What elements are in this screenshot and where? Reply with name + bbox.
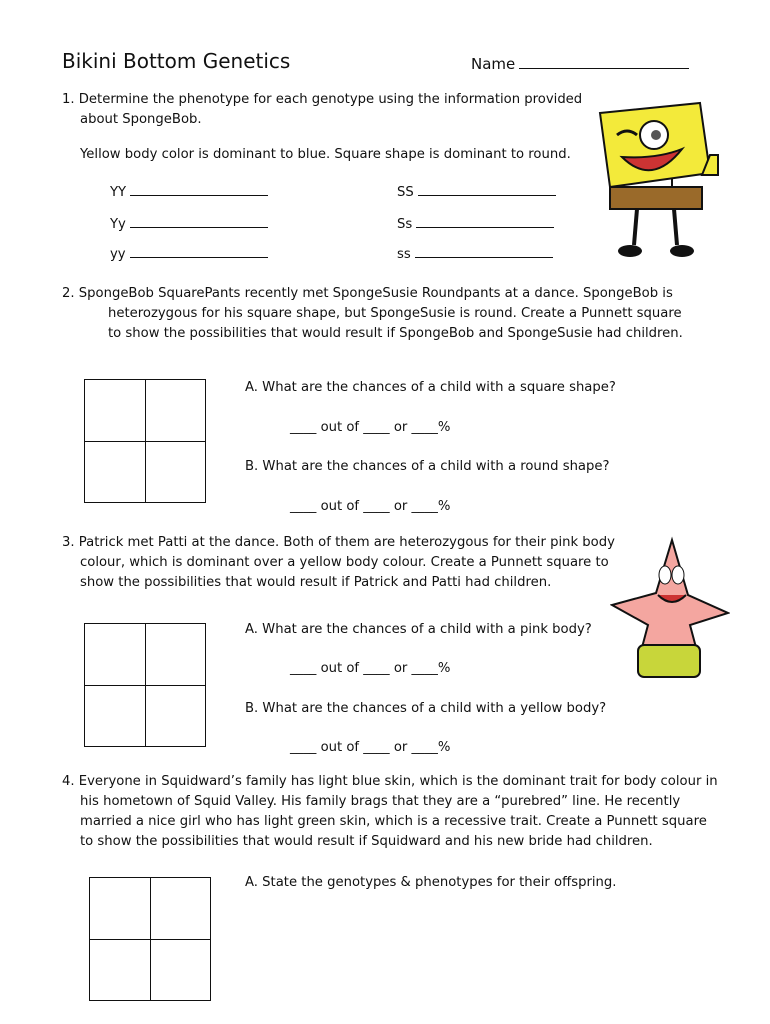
q4-question-a: A. State the genotypes & phenotypes for their offspring.	[245, 875, 617, 890]
punnett-square[interactable]	[89, 877, 211, 1001]
q2-text-3: to show the possibilities that would result if SpongeBob and SpongeSusie had children.	[108, 326, 683, 341]
q3-text-3: show the possibilities that would result if Patrick and Patti had children.	[80, 575, 552, 590]
answer-blanks[interactable]: ____ out of ____ or ____%	[290, 499, 451, 514]
genotype-item[interactable]: yy	[110, 245, 268, 265]
genotype-item[interactable]: ss	[397, 245, 553, 265]
q1-text-2: about SpongeBob.	[80, 112, 202, 127]
patrick-image	[610, 535, 730, 690]
q1-text: 1. Determine the phenotype for each genotype using the information provided	[62, 92, 583, 107]
q3-question-b: B. What are the chances of a child with a yellow body?	[245, 701, 607, 716]
punnett-square[interactable]	[84, 379, 206, 503]
q1-info: Yellow body color is dominant to blue. Square shape is dominant to round.	[80, 147, 571, 162]
q4-text-2: his hometown of Squid Valley. His family brags that they are a “purebred” line. He recently	[80, 794, 681, 809]
answer-blanks[interactable]: ____ out of ____ or ____%	[290, 420, 451, 435]
q3-text: 3. Patrick met Patti at the dance. Both of them are heterozygous for their pink body	[62, 535, 615, 550]
name-field[interactable]	[471, 54, 689, 74]
q3-question-a: A. What are the chances of a child with a pink body?	[245, 622, 592, 637]
punnett-square[interactable]	[84, 623, 206, 747]
answer-blanks[interactable]: ____ out of ____ or ____%	[290, 740, 451, 755]
page-title: Bikini Bottom Genetics	[62, 49, 291, 73]
genotype-item[interactable]: YY	[110, 183, 268, 203]
name-label: Name	[471, 55, 516, 73]
q2-text: 2. SpongeBob SquarePants recently met SpongeSusie Roundpants at a dance. SpongeBob is	[62, 286, 673, 301]
q4-text-3: married a nice girl who has light green skin, which is a recessive trait. Create a Punnett square	[80, 814, 707, 829]
q4-text-4: to show the possibilities that would result if Squidward and his new bride had children.	[80, 834, 653, 849]
q3-text-2: colour, which is dominant over a yellow body colour. Create a Punnett square to	[80, 555, 609, 570]
q2-question-a: A. What are the chances of a child with a square shape?	[245, 380, 616, 395]
genotype-item[interactable]: Yy	[110, 215, 268, 235]
spongebob-image	[582, 95, 742, 265]
genotype-item[interactable]: SS	[397, 183, 556, 203]
q2-text-2: heterozygous for his square shape, but SpongeSusie is round. Create a Punnett square	[108, 306, 682, 321]
answer-blanks[interactable]: ____ out of ____ or ____%	[290, 661, 451, 676]
q4-text: 4. Everyone in Squidward’s family has light blue skin, which is the dominant trait for body colour in	[62, 774, 718, 789]
q2-question-b: B. What are the chances of a child with a round shape?	[245, 459, 610, 474]
genotype-item[interactable]: Ss	[397, 215, 554, 235]
